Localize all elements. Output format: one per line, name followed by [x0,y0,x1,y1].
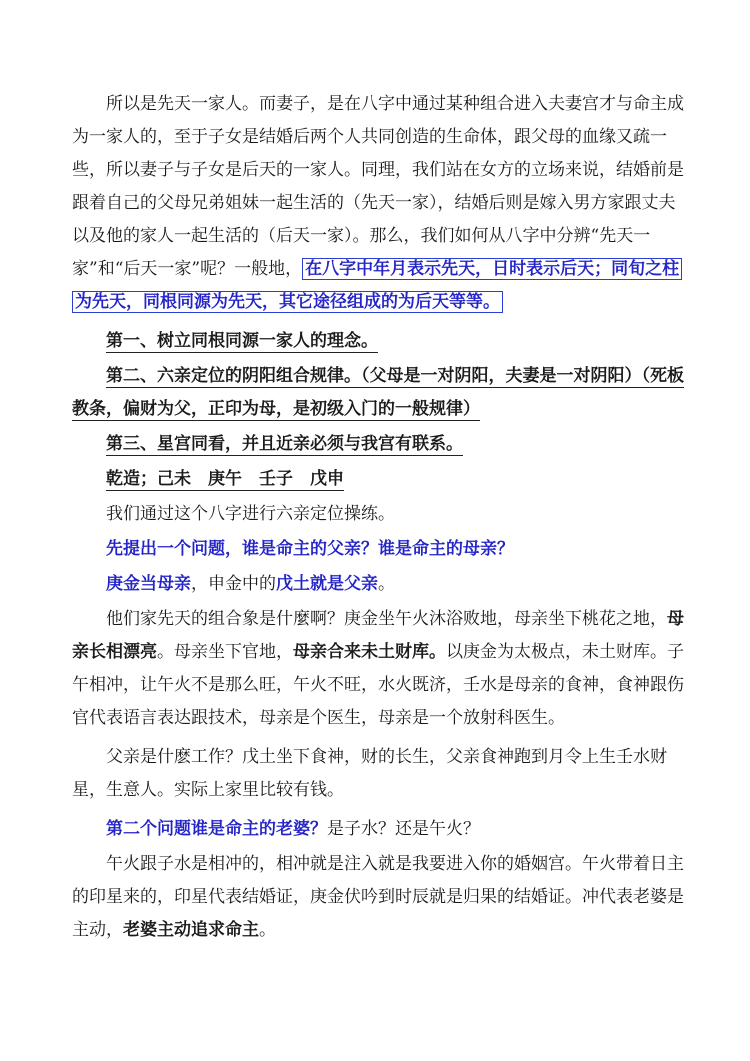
document-page [72,88,687,947]
bazi-chart-text: 乾造；己未 庚午 壬子 戊申 [106,469,344,489]
question-two-bold: 第二个问题谁是命主的老婆？ [106,819,327,839]
mother-bold-2: 母亲合来未土财库。 [293,642,446,662]
answer-father: 戊土就是父亲 [276,574,378,594]
mother-text-2: 。母亲坐下官地， [157,642,293,662]
point-three-text: 第三、星宫同看，并且近亲必须与我宫有联系。 [106,434,463,454]
paragraph-text: 所以是先天一家人。而妻子，是在八字中通过某种组合进入夫妻宫才与命主成为一家人的，至于子女是结婚后两个人共同创造的生命体，跟父母的血缘又疏一些，所以妻子与子女是后天的一家人。同理，我们站在女方的立场来说，结婚前是跟着自己的父母兄弟姐妹一起生活的（先天一家），结婚后则是嫁入男方家跟丈夫以及他的家人一起生活的（后天一家）。那么，我们如何从八字中分辨“先天一家”和“后天一家”呢？一般地， [72,94,684,279]
paragraph-family-intro [72,88,687,319]
answer-mother: 庚金当母亲 [106,574,191,594]
boxed-highlight-rule: 在八字中年月表示先天，日时表示后天；同旬之柱为先天，同根同源为先天，其它途径组成的为后天等等。 [72,258,682,313]
answer-end: 。 [378,574,395,594]
practice-line: 我们通过这个八字进行六亲定位操练。 [106,504,395,524]
mother-text-1: 他们家先天的组合象是什麼啊？庚金坐午火沐浴败地，母亲坐下桃花之地， [106,609,667,629]
answer-connector: ，申金中的 [191,574,276,594]
point-one [72,325,687,358]
question-one: 先提出一个问题，谁是命主的父亲？谁是命主的母亲？ [106,539,514,559]
mother-text-3: 以庚金为太极点，未土财库。子午相冲，让午火不是那么旺，午火不旺，水火既济，壬水是母亲的食神，食神跟伤官代表语言表达跟技术，母亲是个医生，母亲是一个放射科医生。 [72,642,684,728]
wife-text-2: 。 [259,920,276,940]
bazi-chart-line [72,463,687,496]
point-two [72,360,687,426]
point-three [72,428,687,461]
paragraph-mother [72,603,687,735]
answer-one [72,568,687,601]
paragraph-father: 父亲是什麽工作？戊土坐下食神，财的长生，父亲食神跑到月令上生壬水财星，生意人。实际上家里比较有钱。 [72,747,667,800]
point-two-text: 第二、六亲定位的阴阳组合规律。（父母是一对阴阳，夫妻是一对阴阳）（死板教条，偏财为父，正印为母，是初级入门的一般规律） [72,366,684,419]
wife-text-1: 午火跟子水是相冲的，相冲就是注入就是我要进入你的婚姻宫。午火带着日主的印星来的，印星代表结婚证，庚金伏吟到时辰就是归果的结婚证。冲代表老婆是主动， [72,854,684,940]
question-two [72,813,687,846]
question-two-rest: 是子水？还是午火？ [327,819,480,839]
mother-bold-1: 母亲长相漂亮 [72,609,684,662]
point-one-text: 第一、树立同根同源一家人的理念。 [106,331,378,351]
wife-bold: 老婆主动追求命主 [123,920,259,940]
paragraph-wife [72,848,687,947]
